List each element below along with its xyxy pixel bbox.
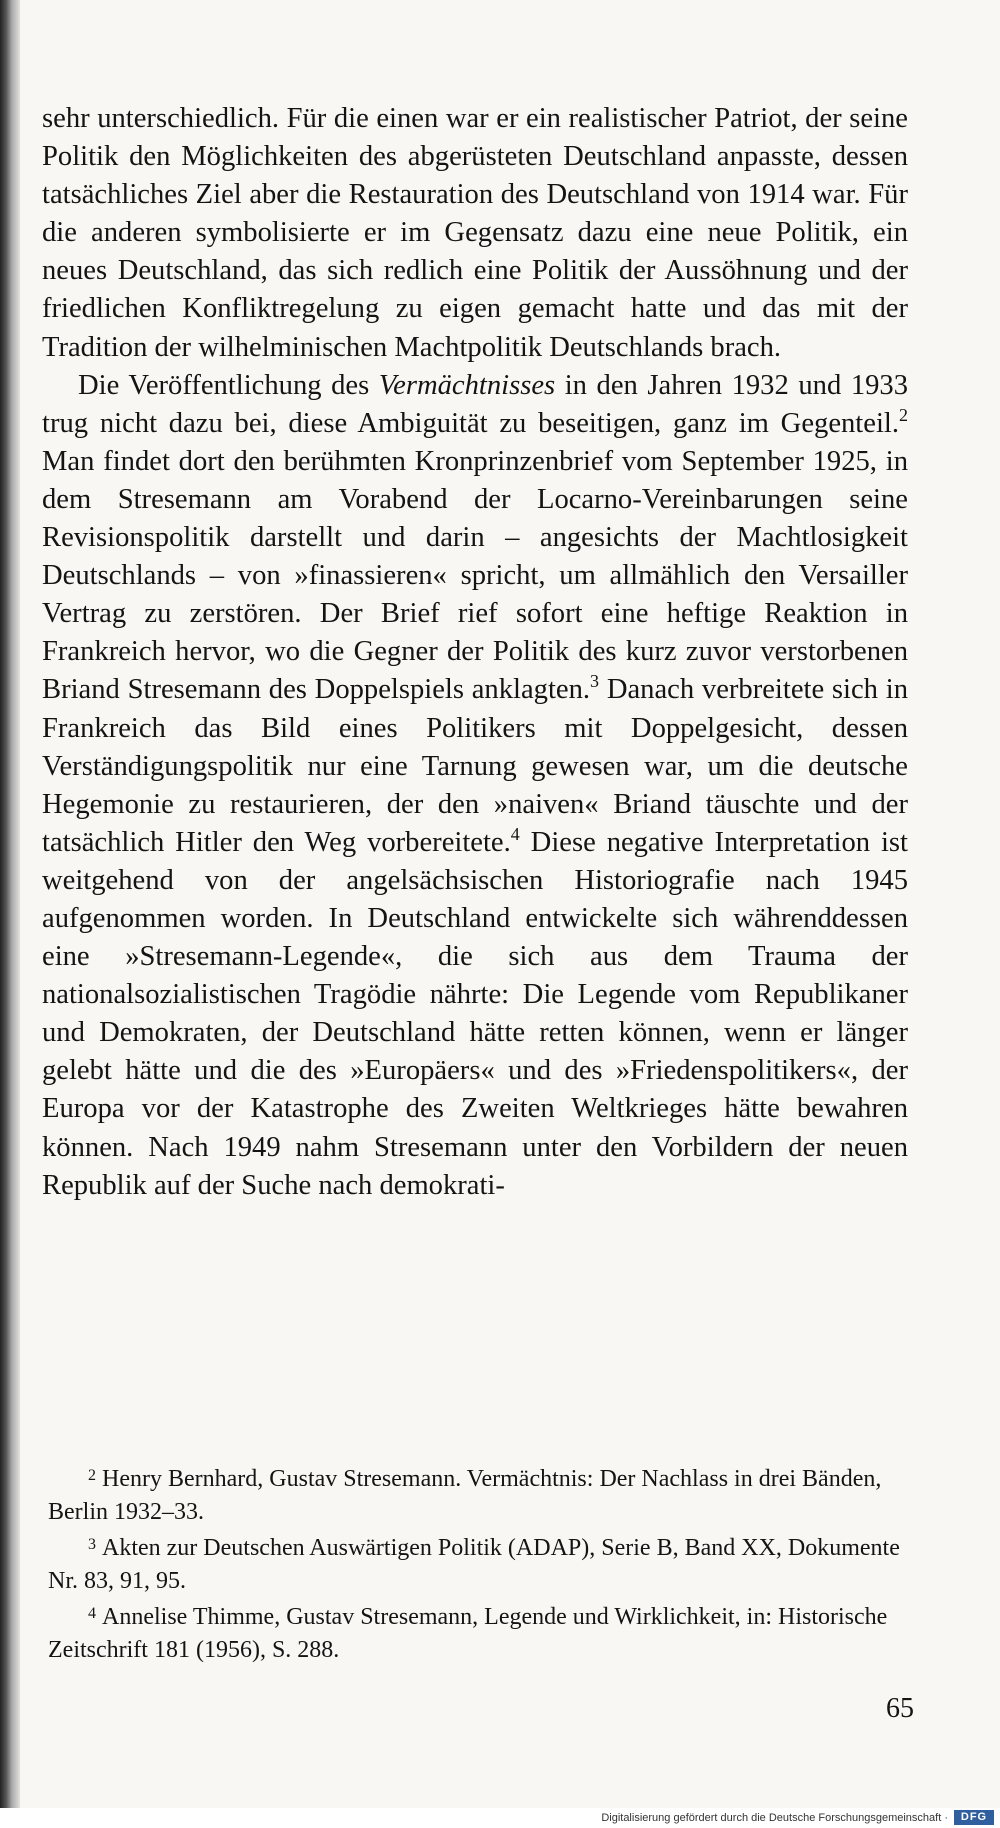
footnote-text: Annelise Thimme, Gustav Stresemann, Legende und Wirklichkeit, in: Historische Zeitschrift 181 (1956), S. 288. (48, 1604, 888, 1663)
footnote-ref-3[interactable]: 3 (590, 671, 600, 692)
page-binding-shadow (0, 0, 20, 1828)
footnote-4 (48, 1598, 908, 1666)
footnote-number: 2 (88, 1467, 96, 1484)
paragraph-1: sehr unterschiedlich. Für die einen war er ein realistischer Patriot, der seine Politik den Möglichkeiten des abgerüsteten Deutschland anpasste, dessen tatsächliches Ziel aber die Restauration des Deutschland von 1914 war. Für die anderen symbolisierte er im Gegensatz dazu eine neue Politik, ein neues Deutschland, das sich redlich eine Politik der Aussöhnung und der friedlichen Konfliktregelung zu eigen gemacht hatte und das mit der Tradition der wilhelminischen Machtpolitik Deutschlands brach. (42, 103, 908, 363)
paragraph-2-part-a: Die Veröffentlichung des (78, 369, 379, 401)
paragraph-2-part-b: in den Jahren 1932 und 1933 trug nicht dazu bei, diese Ambiguität zu beseitigen, ganz im Gegenteil. (42, 369, 909, 439)
footnote-number: 3 (88, 1536, 96, 1553)
footnote-3 (48, 1529, 908, 1597)
footnote-text: Henry Bernhard, Gustav Stresemann. Vermächtnis: Der Nachlass in drei Bänden, Berlin 1932–33. (48, 1466, 882, 1525)
digitization-credit: Digitalisierung gefördert durch die Deutsche Forschungsgemeinschaft · (601, 1812, 948, 1824)
paragraph-2-part-d: Danach verbreitete sich in Frankreich das Bild eines Politikers mit Doppelgesicht, dessen Verständigungspolitik nur eine Tarnung gewesen war, um die deutsche Hegemonie zu restaurieren, der den »naiven« Briand täuschte und der tatsächlich Hitler den Weg vorbereitete. (42, 674, 908, 858)
footnotes (48, 1460, 908, 1667)
footnote-ref-2[interactable]: 2 (899, 404, 908, 425)
footnote-text: Akten zur Deutschen Auswärtigen Politik (ADAP), Serie B, Band XX, Dokumente Nr. 83, 91, 95. (48, 1535, 900, 1594)
dfg-logo[interactable]: DFG (954, 1810, 994, 1825)
page-number: 65 (886, 1693, 914, 1724)
footnote-ref-4[interactable]: 4 (510, 823, 520, 844)
footnote-number: 4 (88, 1605, 96, 1622)
footnote-2 (48, 1460, 908, 1528)
paragraph-2 (42, 367, 908, 1205)
paragraph-2-part-c: Man findet dort den berühmten Kronprinzenbrief vom September 1925, in dem Stresemann am Vorabend der Locarno-Vereinbarungen seine Revisionspolitik darstellt und darin – angesichts der Machtlosigkeit Deutschlands – von »finassieren« spricht, um allmählich den Versailler Vertrag zu zerstören. Der Brief rief sofort eine heftige Reaktion in Frankreich hervor, wo die Gegner der Politik des kurz zuvor verstorbenen Briand Stresemann des Doppelspiels anklagten. (42, 445, 908, 706)
paragraph-2-part-e: Diese negative Interpretation ist weitgehend von der angelsächsischen Historiografie nach 1945 aufgenommen worden. In Deutschland entwickelte sich währenddessen eine »Stresemann-Legende«, die sich aus dem Trauma der nationalsozialistischen Tragödie nährte: Die Legende vom Republikaner und Demokraten, der Deutschland hätte retten können, wenn er länger gelebt hätte und die des »Europäers« und des »Friedenspolitikers«, der Europa vor der Katastrophe des Zweiten Weltkrieges hätte bewahren können. Nach 1949 nahm Stresemann unter den Vorbildern der neuen Republik auf der Suche nach demokrati- (42, 826, 908, 1201)
body-text (42, 100, 908, 1205)
italic-title-vermaechtnisses: Vermächtnisses (378, 369, 556, 401)
